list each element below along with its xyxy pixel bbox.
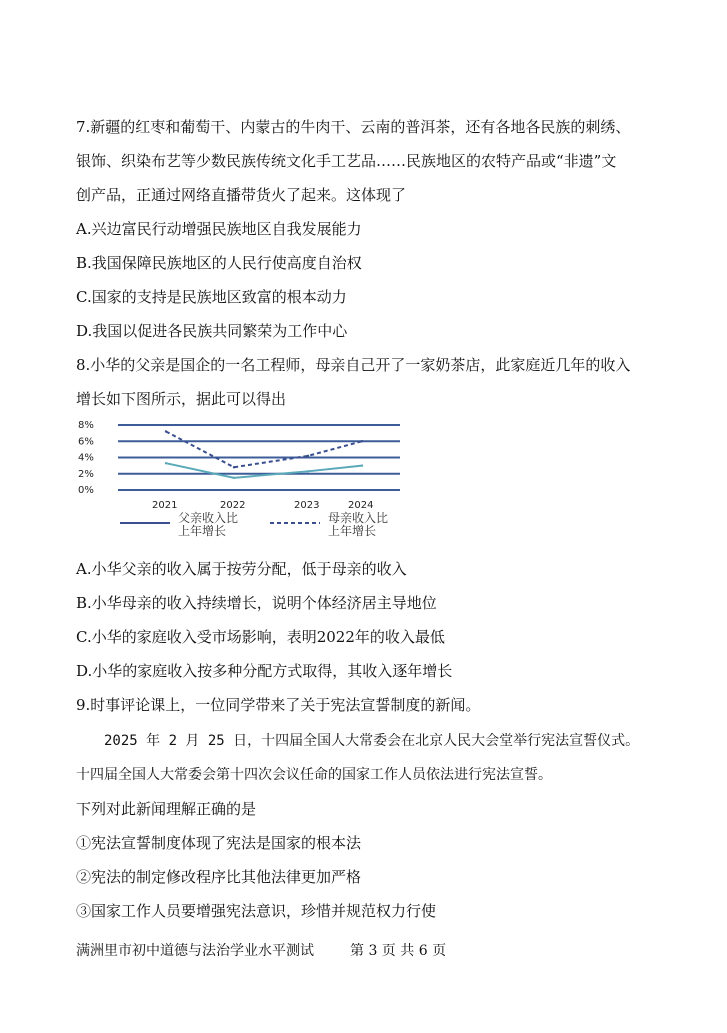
q7-option-d: D.我国以促进各民族共同繁荣为工作中心	[76, 322, 348, 340]
father-income-line	[166, 463, 362, 478]
y-tick-label: 6%	[78, 436, 94, 448]
q9-item-3: ③国家工作人员要增强宪法意识，珍惜并规范权力行使	[76, 902, 437, 920]
x-tick-label: 2023	[294, 500, 320, 511]
data-point	[165, 430, 167, 432]
legend-father-label: 父亲收入比	[178, 511, 239, 525]
legend-mother-label: 上年增长	[328, 524, 377, 538]
q8-option-c: C.小华的家庭收入受市场影响，表明2022年的收入最低	[76, 628, 445, 646]
footer-page-number: 第 3 页 共 6 页	[350, 943, 447, 959]
y-tick-label: 4%	[78, 452, 94, 464]
x-tick-label: 2021	[152, 500, 178, 511]
q8-option-b: B.小华母亲的收入持续增长，说明个体经济居主导地位	[76, 594, 437, 612]
data-point	[361, 464, 363, 466]
q7-stem-line-1: 7.新疆的红枣和葡萄干、内蒙古的牛肉干、云南的普洱茶，还有各地各民族的刺绣、	[76, 118, 631, 136]
legend-father-label: 上年增长	[178, 524, 227, 538]
data-point	[361, 440, 363, 442]
q9-news-line-1: 2025 年 2 月 25 日，十四届全国人大常委会在北京人民大会堂举行宪法宣誓仪式。	[104, 733, 640, 749]
q7-option-c: C.国家的支持是民族地区致富的根本动力	[76, 288, 347, 306]
q9-item-2: ②宪法的制定修改程序比其他法律更加严格	[76, 868, 362, 886]
q9-news-line-2: 十四届全国人大常委会第十四次会议任命的国家工作人员依法进行宪法宣誓。	[76, 767, 552, 783]
q7-stem-line-2: 银饰、织染布艺等少数民族传统文化手工艺品……民族地区的农特产品或“非遗”文	[76, 152, 617, 170]
q8-stem-line-2: 增长如下图所示，据此可以得出	[76, 390, 287, 408]
q7-option-a: A.兴边富民行动增强民族地区自我发展能力	[76, 220, 362, 238]
legend-mother-label: 母亲收入比	[328, 511, 389, 525]
q7-stem-line-3: 创产品，正通过网络直播带货火了起来。这体现了	[76, 186, 407, 204]
q9-prompt: 下列对此新闻理解正确的是	[76, 800, 257, 818]
q9-item-1: ①宪法宣誓制度体现了宪法是国家的根本法	[76, 834, 362, 852]
q8-stem-line-1: 8.小华的父亲是国企的一名工程师，母亲自己开了一家奶茶店，此家庭近几年的收入	[76, 356, 631, 374]
y-tick-label: 0%	[78, 485, 94, 496]
data-point	[233, 477, 235, 479]
footer-exam-title: 满洲里市初中道德与法治学业水平测试	[76, 943, 314, 959]
data-point	[307, 455, 309, 457]
data-point	[307, 470, 309, 472]
data-point	[233, 466, 235, 468]
q8-option-d: D.小华的家庭收入按多种分配方式取得，其收入逐年增长	[76, 662, 453, 680]
y-tick-label: 2%	[78, 468, 94, 480]
mother-income-line	[166, 432, 362, 468]
q8-option-a: A.小华父亲的收入属于按劳分配，低于母亲的收入	[76, 560, 407, 578]
data-point	[165, 462, 167, 464]
y-tick-label: 8%	[78, 420, 94, 431]
q9-stem: 9.时事评论课上，一位同学带来了关于宪法宣誓制度的新闻。	[76, 696, 481, 714]
q7-option-b: B.我国保障民族地区的人民行使高度自治权	[76, 254, 362, 272]
income-growth-chart	[74, 410, 414, 545]
x-tick-label: 2024	[348, 500, 374, 511]
x-tick-label: 2022	[220, 500, 246, 511]
